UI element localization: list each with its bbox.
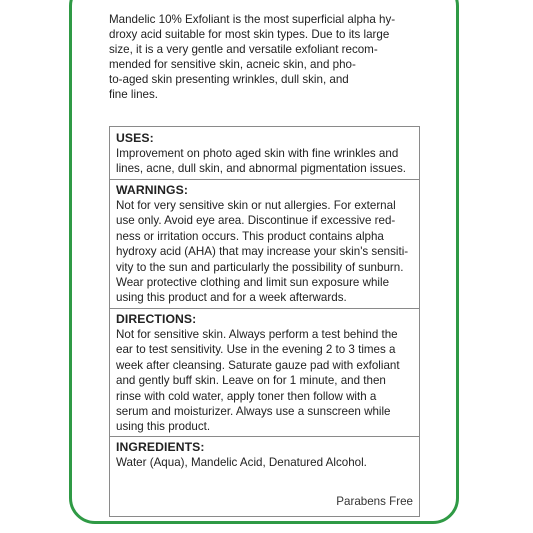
warnings-line: hydroxy acid (AHA) that may increase your skin's sensiti- — [116, 245, 409, 259]
directions-line: week after cleansing. Saturate gauze pad with exfoliant — [116, 358, 400, 372]
uses-line: lines, acne, dull skin, and abnormal pigmentation issues. — [116, 162, 407, 176]
directions-line: using this product. — [116, 420, 211, 434]
intro-paragraph — [109, 12, 429, 102]
warnings-line: vity to the sun and particularly the possibility of sunburn. — [116, 260, 404, 274]
intro-line: to-aged skin presenting wrinkles, dull skin, and — [109, 73, 349, 86]
warnings-line: using this product and for a week afterwards. — [116, 291, 347, 305]
intro-line: size, it is a very gentle and versatile exfoliant recom- — [109, 43, 378, 56]
product-name: Mandelic 10% Exfoliant — [109, 13, 230, 26]
uses-heading: USES: — [116, 131, 154, 145]
directions-line: Not for sensitive skin. Always perform a test behind the — [116, 328, 398, 341]
warnings-section — [110, 179, 419, 306]
directions-heading: DIRECTIONS: — [116, 312, 197, 326]
intro-line — [109, 12, 429, 27]
ingredients-section — [110, 436, 419, 470]
warnings-line: use only. Avoid eye area. Discontinue if excessive red- — [116, 214, 396, 228]
intro-line-text: is the most superficial alpha hy- — [229, 13, 396, 26]
warnings-heading: WARNINGS: — [116, 183, 188, 197]
intro-line: droxy acid suitable for most skin types. Due to its large — [109, 28, 390, 41]
warnings-line: ness or irritation occurs. This product contains alpha — [116, 229, 384, 243]
directions-line: and gently buff skin. Leave on for 1 minute, and then — [116, 374, 386, 388]
intro-line: fine lines. — [109, 88, 158, 101]
ingredients-heading: INGREDIENTS: — [116, 440, 205, 454]
parabens-free-note: Parabens Free — [336, 495, 413, 508]
directions-line: ear to test sensitivity. Use in the evening 2 to 3 times a — [116, 343, 396, 357]
info-box — [109, 126, 420, 517]
warnings-line: Wear protective clothing and limit sun exposure while — [116, 276, 390, 290]
ingredients-line: Water (Aqua), Mandelic Acid, Denatured Alcohol. — [116, 456, 367, 469]
warnings-line: Not for very sensitive skin or nut allergies. For external — [116, 199, 396, 212]
uses-section — [110, 127, 419, 177]
uses-line: Improvement on photo aged skin with fine wrinkles and — [116, 147, 399, 160]
intro-line: mended for sensitive skin, acneic skin, and pho- — [109, 58, 356, 71]
directions-line: rinse with cold water, apply toner then follow with a — [116, 389, 377, 403]
directions-line: serum and moisturizer. Always use a sunscreen while — [116, 405, 391, 419]
directions-section — [110, 308, 419, 435]
